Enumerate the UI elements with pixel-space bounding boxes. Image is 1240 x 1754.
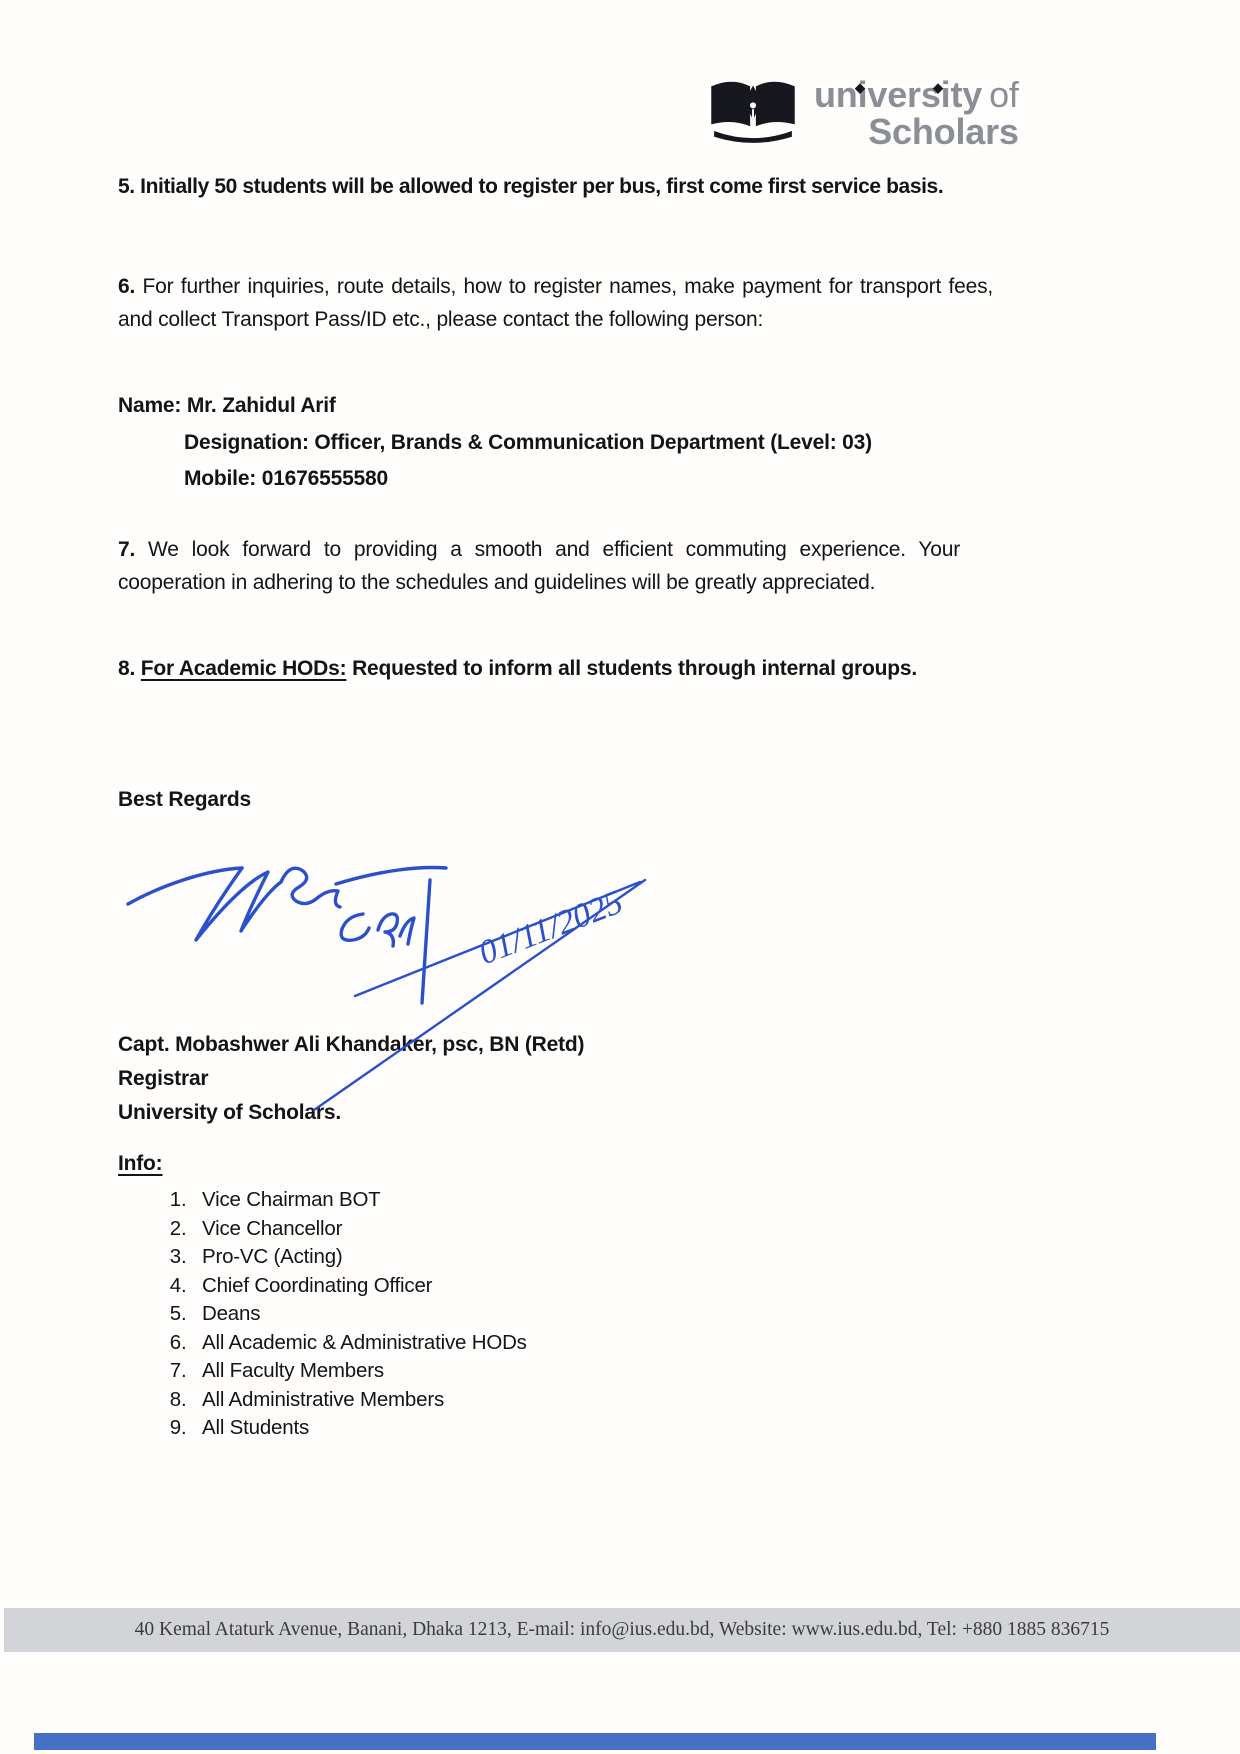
- best-regards: Best Regards: [118, 788, 251, 811]
- paragraph-6: [118, 270, 993, 336]
- info-item: 6. All Academic & Administrative HODs: [192, 1329, 527, 1358]
- paragraph-7-text: We look forward to providing a smooth and efficient commuting experience. Your cooperation in adhering to the schedules and guidelines will be greatly appreciated.: [118, 538, 960, 594]
- paragraph-8: [118, 652, 918, 685]
- info-item: 1. Vice Chairman BOT: [192, 1186, 527, 1215]
- info-item: 7. All Faculty Members: [192, 1357, 527, 1386]
- info-item: 3. Pro-VC (Acting): [192, 1243, 527, 1272]
- footer-address-bar: [4, 1608, 1240, 1652]
- paragraph-5: 5. Initially 50 students will be allowed to register per bus, first come first service basis.: [118, 175, 944, 198]
- logo-text: [814, 76, 1019, 150]
- paragraph-6-number: 6.: [118, 275, 136, 298]
- signature-date: 01/11/2025: [473, 883, 628, 973]
- paragraph-6-text: For further inquiries, route details, how to register names, make payment for transport fees, and collect Transport Pass/ID etc., please contact the following person:: [118, 275, 993, 331]
- contact-block: [118, 388, 993, 498]
- paragraph-8-number: 8.: [118, 657, 141, 680]
- book-pen-icon: [704, 76, 802, 150]
- paragraph-7: [118, 533, 960, 599]
- info-item: 4. Chief Coordinating Officer: [192, 1272, 527, 1301]
- paragraph-7-number: 7.: [118, 538, 136, 561]
- info-item: 2. Vice Chancellor: [192, 1215, 527, 1244]
- contact-designation-line: Designation: Officer, Brands & Communication Department (Level: 03): [184, 430, 872, 454]
- footer-address-text: 40 Kemal Ataturk Avenue, Banani, Dhaka 1213, E-mail: info@ius.edu.bd, Website: www.ius.edu.bd, Tel: +880 1885 836715: [134, 1619, 1110, 1640]
- signatory-name: Capt. Mobashwer Ali Khandaker, psc, BN (Retd): [118, 1033, 585, 1056]
- info-list: [118, 1186, 527, 1443]
- contact-mobile-line: Mobile: 01676555580: [184, 467, 388, 490]
- logo-wordmark-line2: Scholars: [868, 111, 1019, 152]
- info-item: 5. Deans: [192, 1300, 527, 1329]
- bottom-accent-bar: [34, 1733, 1156, 1750]
- paragraph-8-text: Requested to inform all students through internal groups.: [346, 657, 918, 680]
- info-item: 9. All Students: [192, 1414, 527, 1443]
- signatory-title: Registrar: [118, 1067, 209, 1090]
- info-item: 8. All Administrative Members: [192, 1386, 527, 1415]
- logo-wordmark-line1: ◆ university of ◆: [814, 76, 1019, 113]
- info-heading: Info:: [118, 1152, 163, 1175]
- signatory-org: University of Scholars.: [118, 1101, 341, 1124]
- contact-name-line: Name: Mr. Zahidul Arif: [118, 394, 336, 417]
- university-logo: [704, 76, 1019, 150]
- signatory-block: [118, 1028, 584, 1130]
- paragraph-8-heading: For Academic HODs:: [140, 657, 347, 680]
